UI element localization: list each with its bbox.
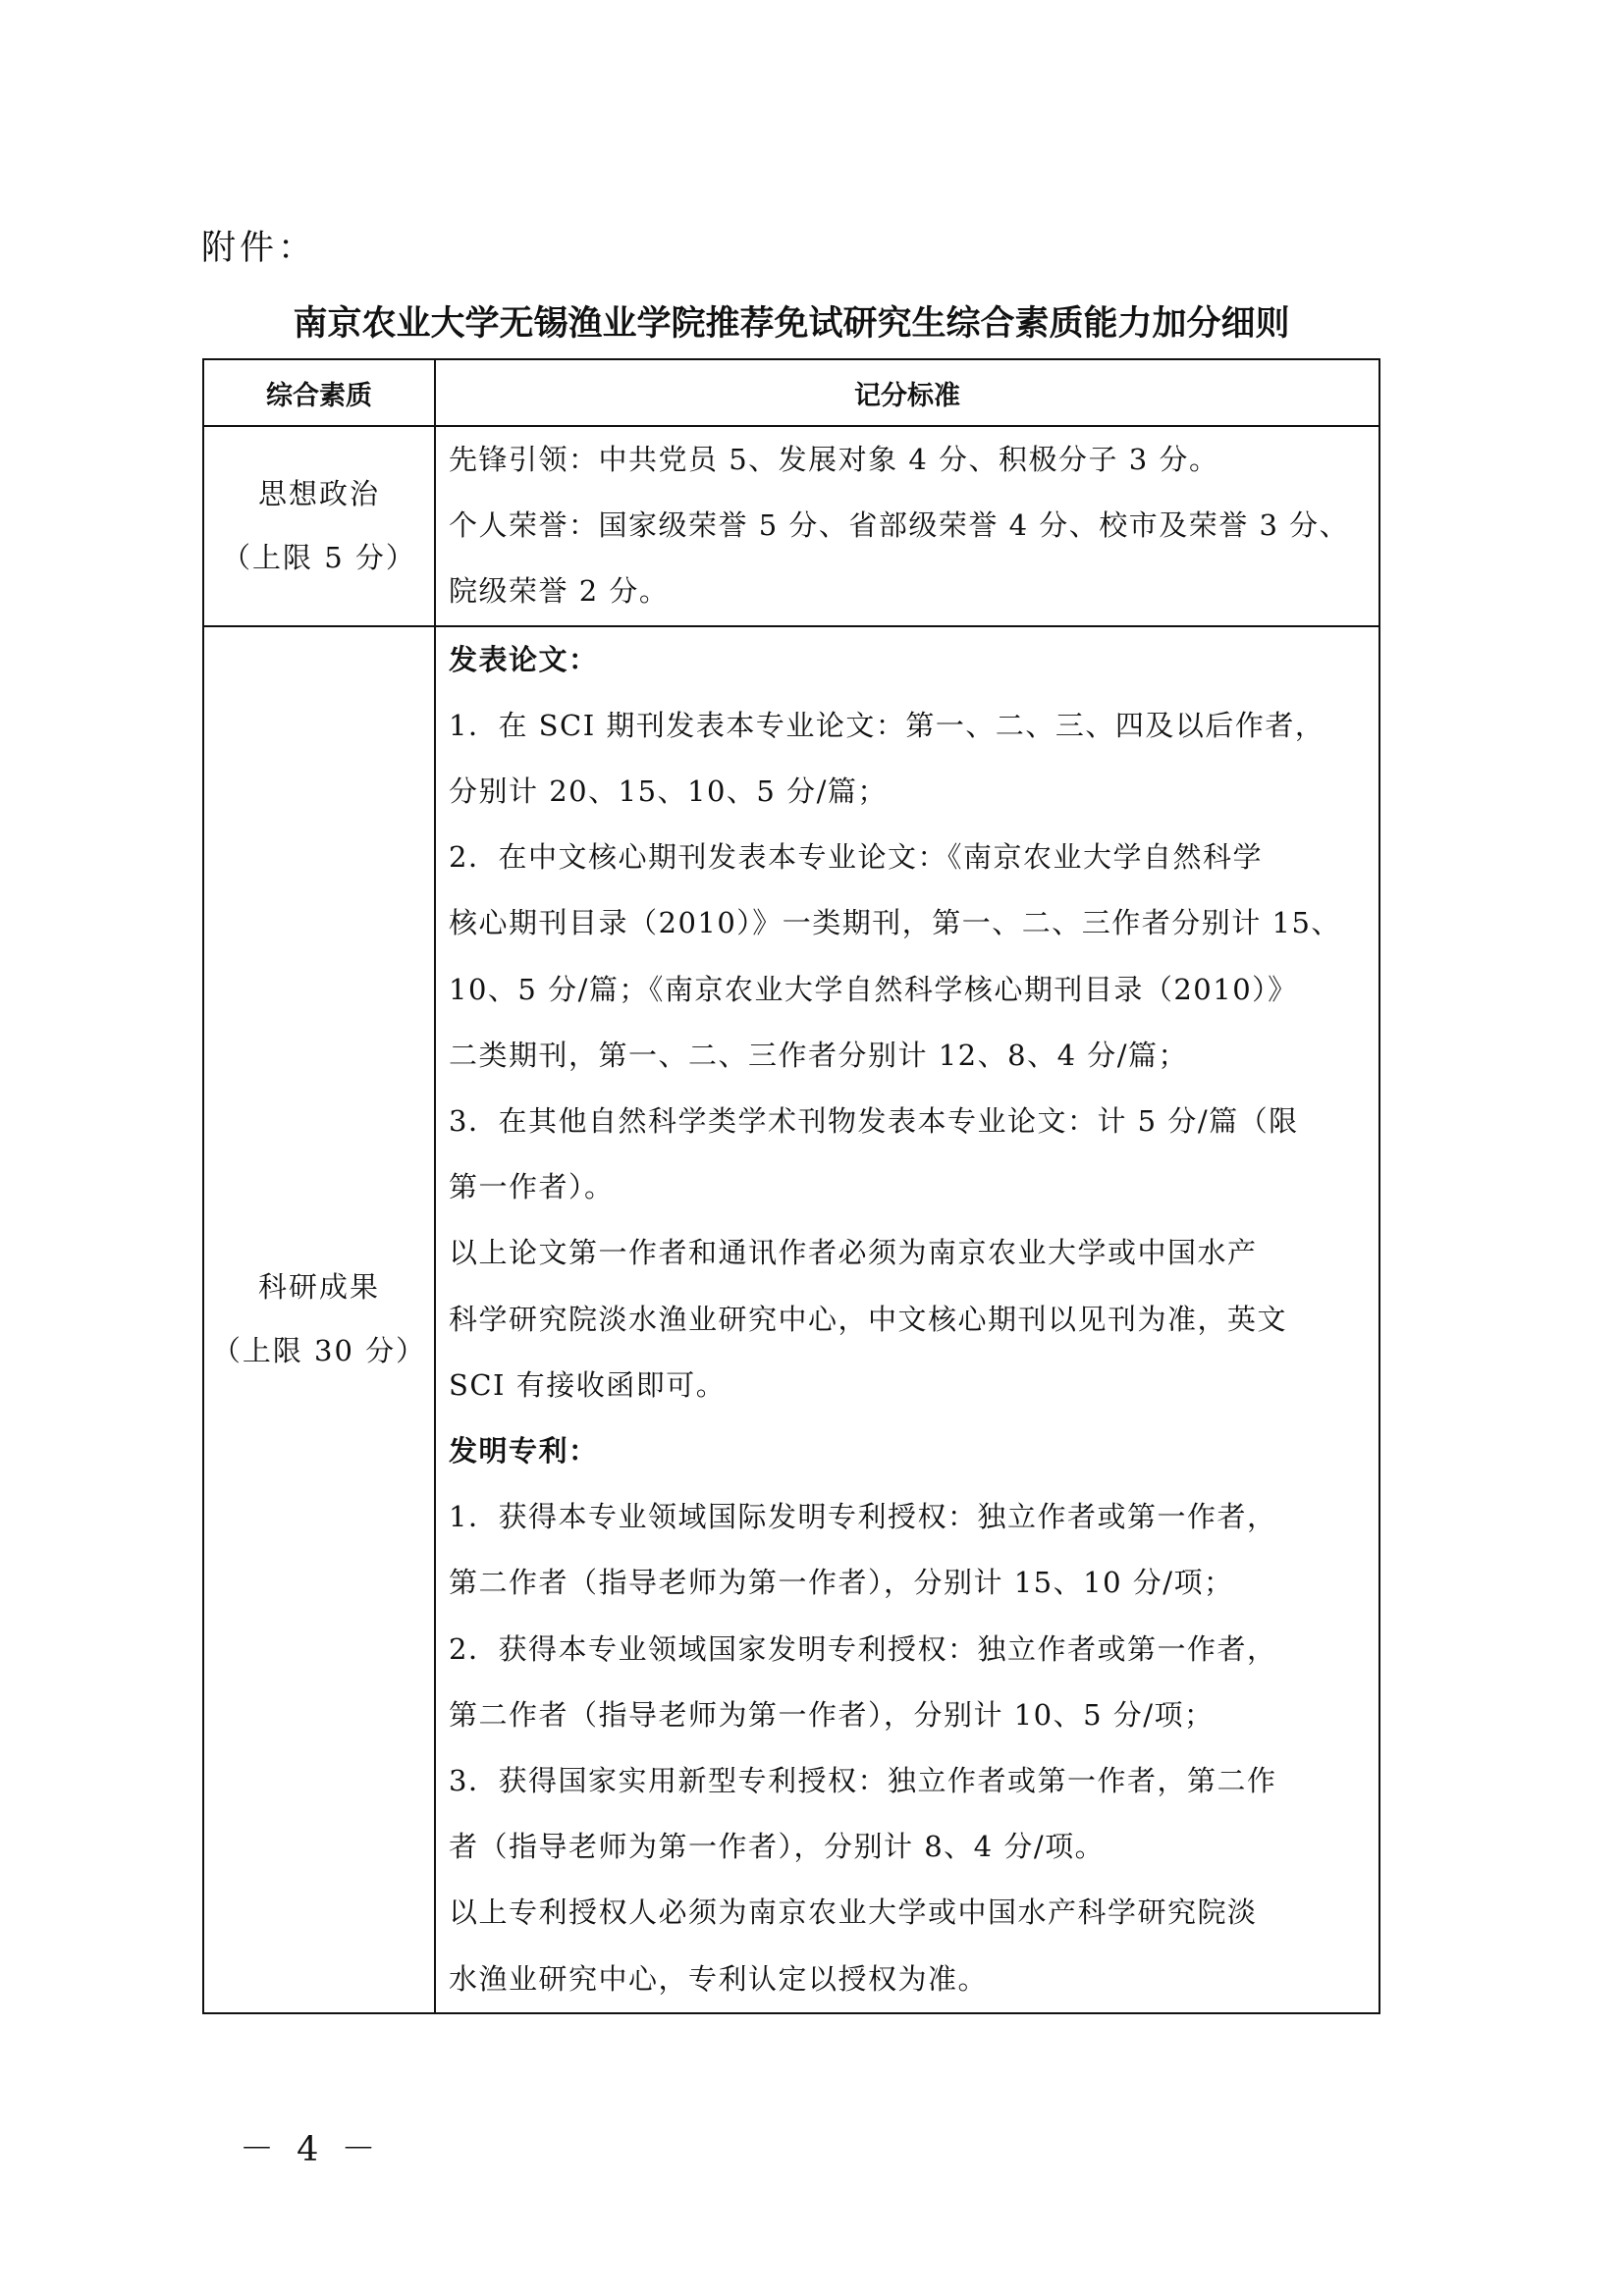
criteria-line: 以上论文第一作者和通讯作者必须为南京农业大学或中国水产 — [449, 1236, 1258, 1270]
criteria-line: 核心期刊目录（2010）》一类期刊，第一、二、三作者分别计 15、 — [449, 906, 1341, 940]
category-name: 科研成果 — [257, 1270, 380, 1305]
criteria-line: 10、5 分/篇；《南京农业大学自然科学核心期刊目录（2010）》 — [449, 972, 1298, 1006]
criteria-line: 1．获得本专业领域国际发明专利授权：独立作者或第一作者， — [449, 1500, 1277, 1534]
criteria-line: 分别计 20、15、10、5 分/篇； — [449, 774, 888, 809]
category-cell — [203, 626, 435, 2013]
criteria-heading: 发表论文： — [449, 642, 599, 676]
category-limit: （上限 5 分） — [222, 540, 416, 574]
criteria-line: 2．获得本专业领域国家发明专利授权：独立作者或第一作者， — [449, 1631, 1277, 1666]
criteria-line: 1．在 SCI 期刊发表本专业论文：第一、二、三、四及以后作者， — [449, 708, 1325, 742]
criteria-line: 院级荣誉 2 分。 — [449, 574, 670, 609]
header-category: 综合素质 — [203, 359, 435, 426]
criteria-line: 水渔业研究中心，专利认定以授权为准。 — [449, 1961, 989, 1996]
criteria-line: 第一作者）。 — [449, 1170, 615, 1204]
criteria-line: 科学研究院淡水渔业研究中心，中文核心期刊以见刊为准，英文 — [449, 1302, 1288, 1336]
criteria-line: 3．在其他自然科学类学术刊物发表本专业论文：计 5 分/篇（限 — [449, 1104, 1299, 1139]
criteria-line: 3．获得国家实用新型专利授权：独立作者或第一作者，第二作 — [449, 1764, 1277, 1798]
attachment-label: 附件： — [201, 229, 317, 268]
criteria-line: 2．在中文核心期刊发表本专业论文：《南京农业大学自然科学 — [449, 840, 1263, 875]
table-row-politics — [203, 426, 1379, 626]
criteria-line: 者（指导老师为第一作者），分别计 8、4 分/项。 — [449, 1830, 1106, 1864]
scoring-table — [202, 358, 1380, 2014]
page-number: － 4 － — [240, 2130, 382, 2169]
criteria-line: 二类期刊，第一、二、三作者分别计 12、8、4 分/篇； — [449, 1038, 1189, 1072]
criteria-cell — [435, 426, 1379, 626]
document-title: 南京农业大学无锡渔业学院推荐免试研究生综合素质能力加分细则 — [293, 303, 1290, 344]
criteria-line: 第二作者（指导老师为第一作者），分别计 10、5 分/项； — [449, 1697, 1215, 1732]
criteria-line: SCI 有接收函即可。 — [449, 1367, 727, 1402]
table-header-row — [203, 359, 1379, 426]
category-name: 思想政治 — [257, 476, 380, 510]
criteria-line: 先锋引领：中共党员 5、发展对象 4 分、积极分子 3 分。 — [449, 443, 1219, 476]
category-cell — [203, 426, 435, 626]
criteria-line: 以上专利授权人必须为南京农业大学或中国水产科学研究院淡 — [449, 1896, 1258, 1930]
category-limit: （上限 30 分） — [211, 1334, 427, 1368]
criteria-cell — [435, 626, 1379, 2013]
criteria-line: 第二作者（指导老师为第一作者），分别计 15、10 分/项； — [449, 1566, 1234, 1600]
table-row-research — [203, 626, 1379, 2013]
criteria-heading: 发明专利： — [449, 1434, 599, 1468]
criteria-line: 个人荣誉：国家级荣誉 5 分、省部级荣誉 4 分、校市及荣誉 3 分、 — [449, 508, 1350, 543]
header-criteria: 记分标准 — [435, 359, 1379, 426]
